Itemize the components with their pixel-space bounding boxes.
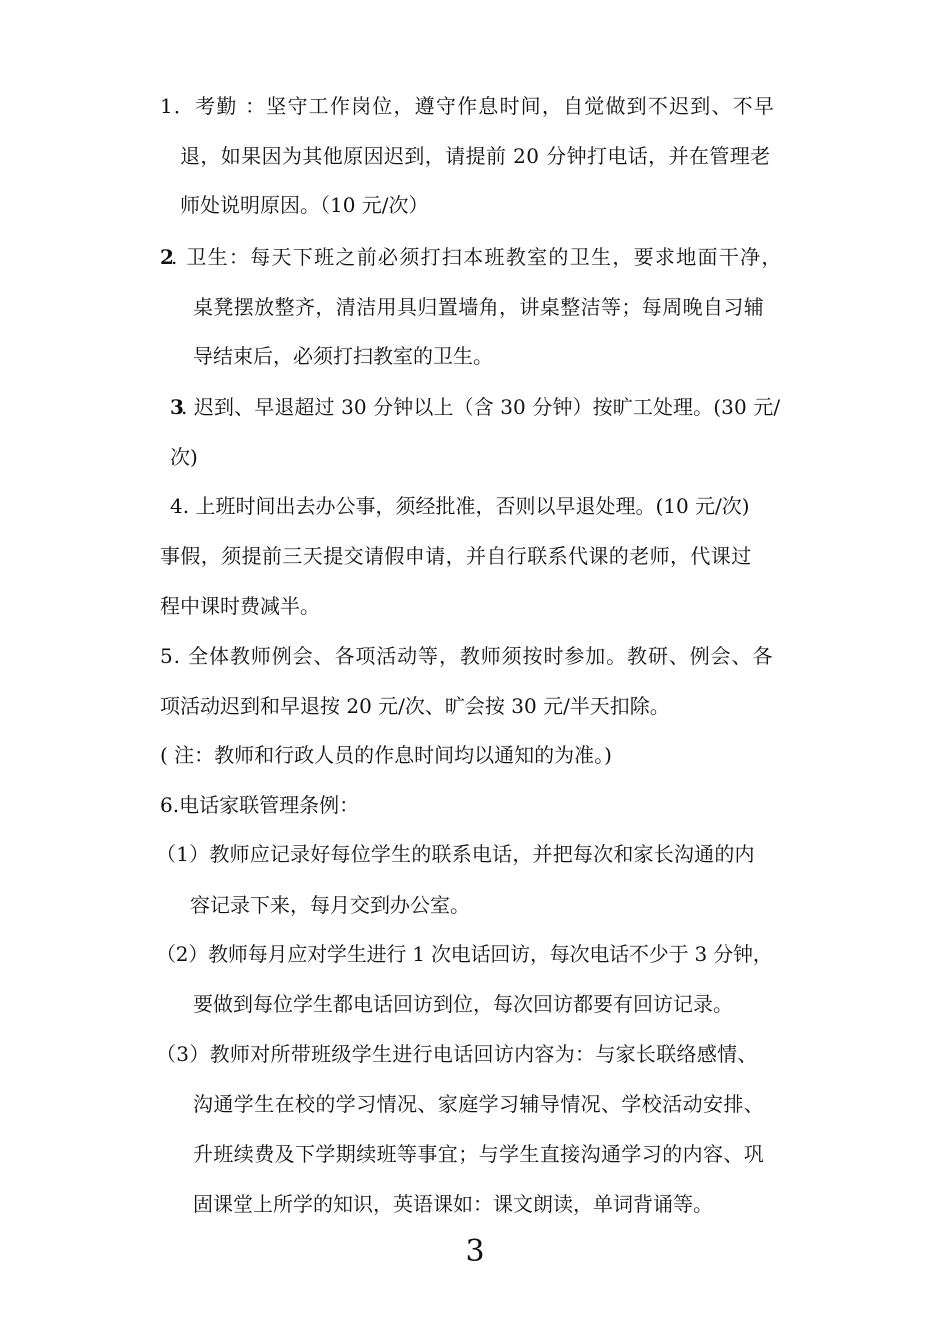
note-line: ( 注：教师和行政人员的作息时间均以通知的为准。) bbox=[160, 743, 612, 767]
text-line: 事假，须提前三天提交请假申请，并自行联系代课的老师，代课过 bbox=[160, 544, 752, 568]
text-line: （3）教师对所带班级学生进行电话回访内容为：与家长联络感情、 bbox=[156, 1042, 758, 1066]
text-line: 要做到每位学生都电话回访到位，每次回访都要有回访记录。 bbox=[193, 992, 733, 1016]
text-line: 项活动迟到和早退按 20 元/次、旷会按 30 元/半天扣除。 bbox=[160, 694, 670, 718]
text-line: 1．考勤 ：坚守工作岗位，遵守作息时间，自觉做到不迟到、不早 bbox=[160, 94, 776, 118]
text-line: 升班续费及下学期续班等事宜；与学生直接沟通学习的内容、巩 bbox=[193, 1142, 765, 1166]
text-line: 4. 上班时间出去办公事，须经批准，否则以早退处理。(10 元/次) bbox=[170, 494, 750, 518]
text-line: . 卫生：每天下班之前必须打扫本班教室的卫生，要求地面干净， bbox=[171, 245, 783, 269]
text-line: 次) bbox=[170, 445, 198, 469]
text-line: 桌凳摆放整齐，清洁用具归置墙角，讲桌整洁等；每周晚自习辅 bbox=[193, 295, 765, 319]
text-line: 师处说明原因。（10 元/次） bbox=[180, 193, 429, 217]
text-line: 5. 全体教师例会、各项活动等，教师须按时参加。教研、例会、各 bbox=[160, 644, 774, 668]
text-line: 沟通学生在校的学习情况、家庭学习辅导情况、学校活动安排、 bbox=[193, 1092, 765, 1116]
text-line: 退，如果因为其他原因迟到，请提前 20 分钟打电话，并在管理老 bbox=[180, 144, 771, 168]
text-line: （1）教师应记录好每位学生的联系电话，并把每次和家长沟通的内 bbox=[156, 842, 755, 866]
item-number: 2 bbox=[160, 245, 174, 269]
section-heading: 6.电话家联管理条例： bbox=[160, 793, 360, 817]
text-line: 容记录下来，每月交到办公室。 bbox=[190, 893, 470, 917]
text-line: . 迟到、早退超过 30 分钟以上（含 30 分钟）按旷工处理。(30 元/ bbox=[181, 395, 781, 419]
text-line: 固课堂上所学的知识，英语课如：课文朗读，单词背诵等。 bbox=[193, 1192, 713, 1216]
text-line: 导结束后，必须打扫教室的卫生。 bbox=[193, 344, 493, 368]
page-number: 3 bbox=[465, 1234, 485, 1269]
text-line: （2）教师每月应对学生进行 1 次电话回访，每次电话不少于 3 分钟， bbox=[156, 942, 773, 966]
item-number: 3 bbox=[170, 395, 184, 419]
text-line: 程中课时费减半。 bbox=[160, 594, 320, 618]
